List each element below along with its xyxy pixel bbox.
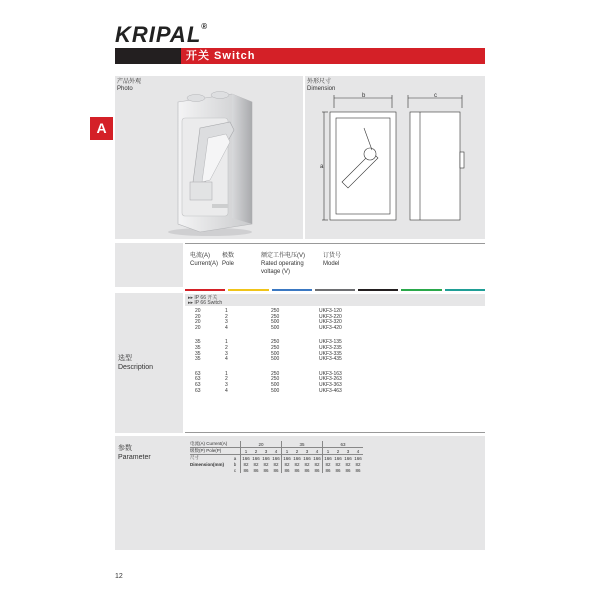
- row-voltage: 250: [271, 308, 280, 314]
- param-dim-value: 86: [314, 467, 320, 473]
- parameter-label-en: Parameter: [118, 454, 151, 461]
- param-row-pole: [190, 448, 363, 455]
- brand-logo: [115, 22, 208, 48]
- color-swatch: [228, 289, 268, 291]
- color-swatch: [185, 289, 225, 291]
- row-voltage: 250: [271, 376, 280, 383]
- param-dim-value: 86: [335, 467, 341, 473]
- parameter-grid: [190, 441, 363, 473]
- param-pole-value: 1: [241, 448, 252, 455]
- param-dim-value: 86: [345, 467, 351, 473]
- param-pole-value: 4: [312, 448, 323, 455]
- param-current-value: 63: [323, 441, 364, 448]
- param-dim-value: 166: [252, 455, 260, 461]
- series-line-en: ▸▸ IP 66 Switch: [188, 300, 223, 306]
- param-pole-value: 4: [271, 448, 282, 455]
- description-label-en: Description: [118, 364, 154, 371]
- param-dim-value: 166: [242, 455, 250, 461]
- row-model: UKF3-335: [319, 350, 342, 357]
- row-current: 35: [195, 350, 201, 357]
- param-dim-value: 86: [355, 467, 361, 473]
- dimension-label-cn: 外形尺寸: [307, 79, 332, 85]
- param-pole-value: 1: [323, 448, 334, 455]
- description-label-cn: 选型: [118, 355, 132, 362]
- row-model: UKF3-135: [319, 339, 342, 346]
- row-pole: 3: [225, 382, 228, 388]
- param-dim-value: 82: [263, 461, 269, 467]
- param-dim-value: 166: [283, 455, 291, 461]
- param-pole-label: 级数(P) Pole(P): [190, 448, 241, 455]
- param-pole-value: 2: [251, 448, 261, 455]
- dim-label-a: a: [320, 164, 324, 170]
- param-dim-value: 86: [253, 467, 259, 473]
- col-model-en: Model: [323, 261, 340, 267]
- param-dim-value: 166: [354, 455, 362, 461]
- param-dim-value: 86: [273, 467, 279, 473]
- param-current-value: 35: [282, 441, 323, 448]
- row-model: UKF3-220: [319, 313, 342, 320]
- param-row-dimension: [190, 461, 363, 467]
- series-line-cn: ▸▸ IP 66 开关: [188, 295, 218, 301]
- row-model: UKF3-163: [319, 370, 342, 377]
- param-dim-letter: c: [233, 467, 237, 473]
- parameter-table: [190, 441, 363, 473]
- param-dim-value: 166: [272, 455, 280, 461]
- page-number: 12: [115, 573, 123, 580]
- row-voltage: 250: [271, 339, 280, 346]
- row-voltage: 500: [271, 387, 280, 394]
- param-dim-value: 166: [334, 455, 342, 461]
- row-model: UKF3-463: [319, 387, 342, 394]
- row-current: 20: [195, 308, 201, 314]
- param-current-value: 20: [241, 441, 282, 448]
- row-current: 63: [195, 387, 201, 394]
- param-pole-value: 4: [353, 448, 363, 455]
- photo-label-cn: 产品外观: [117, 79, 142, 85]
- row-current: 63: [195, 376, 201, 383]
- row-voltage: 500: [271, 324, 280, 331]
- row-pole: 1: [225, 339, 228, 346]
- param-dim-value: 82: [345, 461, 351, 467]
- row-pole: 3: [225, 350, 228, 357]
- color-swatch: [401, 289, 441, 291]
- page-title: 开关 Switch: [186, 50, 256, 62]
- color-strip: [185, 289, 485, 292]
- color-swatch: [358, 289, 398, 291]
- parameter-label-cn: 参数: [118, 445, 132, 452]
- row-current: 35: [195, 339, 201, 346]
- param-row-dimension: [190, 467, 363, 473]
- param-dim-value: 166: [324, 455, 332, 461]
- row-pole: 3: [225, 319, 228, 326]
- param-dim-label-en: Dimension(mm): [190, 461, 225, 467]
- row-voltage: 250: [271, 313, 280, 320]
- color-swatch: [445, 289, 485, 291]
- param-dim-value: 166: [313, 455, 321, 461]
- row-pole: 2: [225, 345, 228, 351]
- param-dim-value: 82: [294, 461, 300, 467]
- col-model-cn: 订货号: [323, 253, 342, 259]
- row-voltage: 500: [271, 382, 280, 388]
- row-voltage: 250: [271, 345, 280, 351]
- row-current: 63: [195, 382, 201, 388]
- param-pole-value: 2: [292, 448, 302, 455]
- col-voltage-en-1: Rated operating: [261, 261, 304, 267]
- dim-label-b: b: [362, 93, 366, 99]
- param-dim-value: 82: [314, 461, 320, 467]
- dim-label-c: c: [434, 93, 437, 99]
- row-model: UKF3-320: [319, 319, 342, 326]
- row-model: UKF3-363: [319, 382, 342, 388]
- row-current: 63: [195, 370, 201, 377]
- title-bar-accent: [115, 48, 181, 64]
- row-model: UKF3-435: [319, 356, 342, 363]
- param-dim-letter: a: [233, 455, 237, 461]
- param-dim-label-blank: [190, 467, 230, 473]
- row-pole: 2: [225, 313, 228, 320]
- row-model: UKF3-263: [319, 376, 342, 383]
- row-pole: 4: [225, 324, 228, 331]
- param-current-label: 电流(A) Current(A): [190, 441, 241, 448]
- param-dim-value: 86: [294, 467, 300, 473]
- row-model: UKF3-120: [319, 308, 342, 314]
- param-pole-value: 3: [261, 448, 271, 455]
- param-pole-value: 1: [282, 448, 293, 455]
- col-voltage-en-2: voltage (V): [261, 269, 291, 275]
- param-dim-value: 86: [241, 467, 252, 473]
- row-current: 20: [195, 319, 201, 326]
- param-dim-value: 82: [253, 461, 259, 467]
- row-pole: 1: [225, 370, 228, 377]
- color-swatch: [315, 289, 355, 291]
- param-pole-value: 3: [302, 448, 312, 455]
- param-dim-value: 82: [304, 461, 310, 467]
- param-dim-label-cn: 尺寸: [190, 455, 199, 460]
- param-dim-value: 166: [303, 455, 311, 461]
- row-pole: 4: [225, 356, 228, 363]
- col-pole-cn: 极数: [222, 253, 235, 259]
- col-current-en: Current(A): [190, 261, 219, 267]
- row-current: 20: [195, 313, 201, 320]
- section-tab: A: [90, 117, 113, 140]
- series-header: [185, 294, 485, 306]
- row-pole: 2: [225, 376, 228, 383]
- param-dim-value: 86: [282, 467, 293, 473]
- column-header-rule: [185, 243, 485, 244]
- row-voltage: 250: [271, 370, 280, 377]
- row-current: 35: [195, 345, 201, 351]
- param-dim-value: 82: [282, 461, 293, 467]
- param-dim-value: 86: [263, 467, 269, 473]
- param-dim-value: 166: [262, 455, 270, 461]
- row-current: 20: [195, 324, 201, 331]
- row-pole: 4: [225, 387, 228, 394]
- dimension-drawing: [320, 92, 480, 232]
- param-pole-value: 3: [343, 448, 353, 455]
- param-dim-value: 86: [323, 467, 334, 473]
- color-swatch: [272, 289, 312, 291]
- col-pole-en: Pole: [222, 261, 235, 267]
- row-current: 35: [195, 356, 201, 363]
- column-header-left: [115, 243, 183, 287]
- photo-label-en: Photo: [117, 86, 133, 92]
- param-dim-value: 82: [241, 461, 252, 467]
- row-voltage: 500: [271, 350, 280, 357]
- logo-text: KRIPAL: [115, 22, 202, 47]
- param-dim-value: 82: [335, 461, 341, 467]
- param-dim-value: 82: [355, 461, 361, 467]
- param-dim-value: 166: [344, 455, 352, 461]
- row-model: UKF3-420: [319, 324, 342, 331]
- registered-mark: ®: [201, 22, 209, 31]
- param-dim-value: 82: [323, 461, 334, 467]
- param-dim-value: 82: [273, 461, 279, 467]
- product-photo: [160, 88, 260, 238]
- dimension-label-en: Dimension: [307, 86, 336, 92]
- row-voltage: 500: [271, 319, 280, 326]
- param-dim-value: 86: [304, 467, 310, 473]
- description-bottom-rule: [185, 432, 485, 433]
- param-pole-value: 2: [333, 448, 343, 455]
- param-dim-letter: b: [233, 461, 237, 467]
- param-dim-value: 166: [293, 455, 301, 461]
- row-voltage: 500: [271, 356, 280, 363]
- row-pole: 1: [225, 308, 228, 314]
- row-model: UKF3-235: [319, 345, 342, 351]
- col-voltage-cn: 额定工作电压(V): [261, 253, 305, 259]
- col-current-cn: 电流(A): [190, 253, 210, 259]
